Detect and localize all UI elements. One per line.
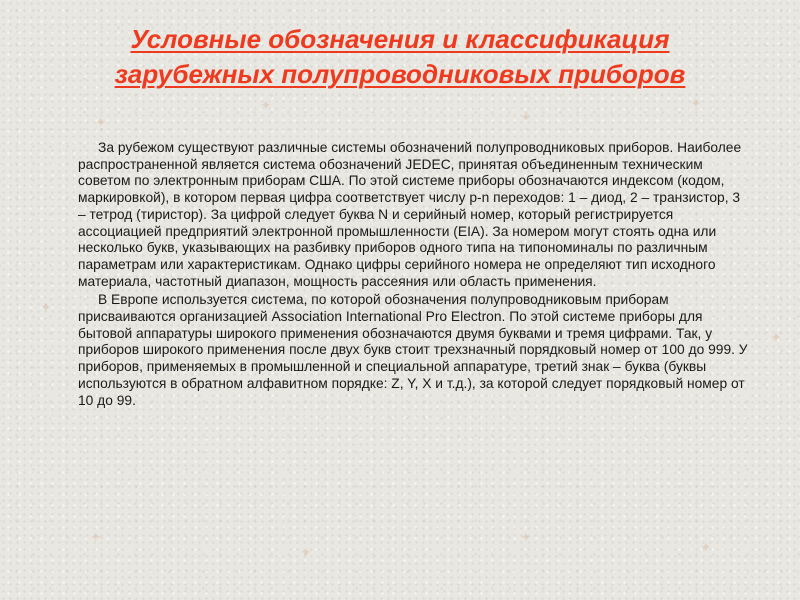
background-star-icon: ✦ <box>520 530 532 546</box>
slide-title-line-2: зарубежных полупроводниковых приборов <box>114 59 686 89</box>
body-paragraph-2: В Европе используется система, по которой обозначения полупроводниковым приборам присваиваются организацией Association International Pro Electron. По этой системе приборы для бытовой аппаратуры широкого применения обозначаются двумя буквами и тремя цифрами. Так, у приборов широкого применения после двух букв стоит трехзначный порядковый номер от 100 до 999. У приборов, применяемых в промышленной и специальной аппаратуре, третий знак – буква (буквы используются в обратном алфавитном порядке: Z, Y, X и т.д.), за которой следует порядковый номер от 10 до 99. <box>78 292 748 408</box>
background-star-icon: ✦ <box>95 115 107 131</box>
background-star-icon: ✦ <box>260 98 272 114</box>
background-star-icon: ✦ <box>300 545 312 561</box>
slide-title <box>40 22 760 92</box>
background-star-icon: ✦ <box>90 530 102 546</box>
background-star-icon: ✦ <box>520 110 532 126</box>
background-star-icon: ✦ <box>690 96 702 112</box>
background-star-icon: ✦ <box>770 330 782 346</box>
background-star-icon: ✦ <box>40 300 52 316</box>
body-paragraph-1: За рубежом существуют различные системы обозначений полупроводниковых приборов. Наиболее распространенной является система обозначений JEDEC, принятая объединенным техническим советом по электронным приборам США. По этой системе приборы обозначаются индексом (кодом, маркировкой), в котором первая цифра соответствует числу p-n переходов: 1 – диод, 2 – транзистор, 3 – тетрод (тиристор). За цифрой следует буква N и серийный номер, который регистрируется ассоциацией предприятий электронной промышленности (EIA). За номером могут стоять одна или несколько букв, указывающих на разбивку приборов одного типа на типономиналы по различным параметрам или характеристикам. Однако цифры серийного номера не определяют тип исходного материала, частотный диапазон, мощность рассеяния или область применения. <box>78 140 742 289</box>
background-star-icon: ✦ <box>700 540 712 556</box>
slide-title-line-1: Условные обозначения и классификация <box>130 24 670 54</box>
slide-body <box>78 140 748 411</box>
